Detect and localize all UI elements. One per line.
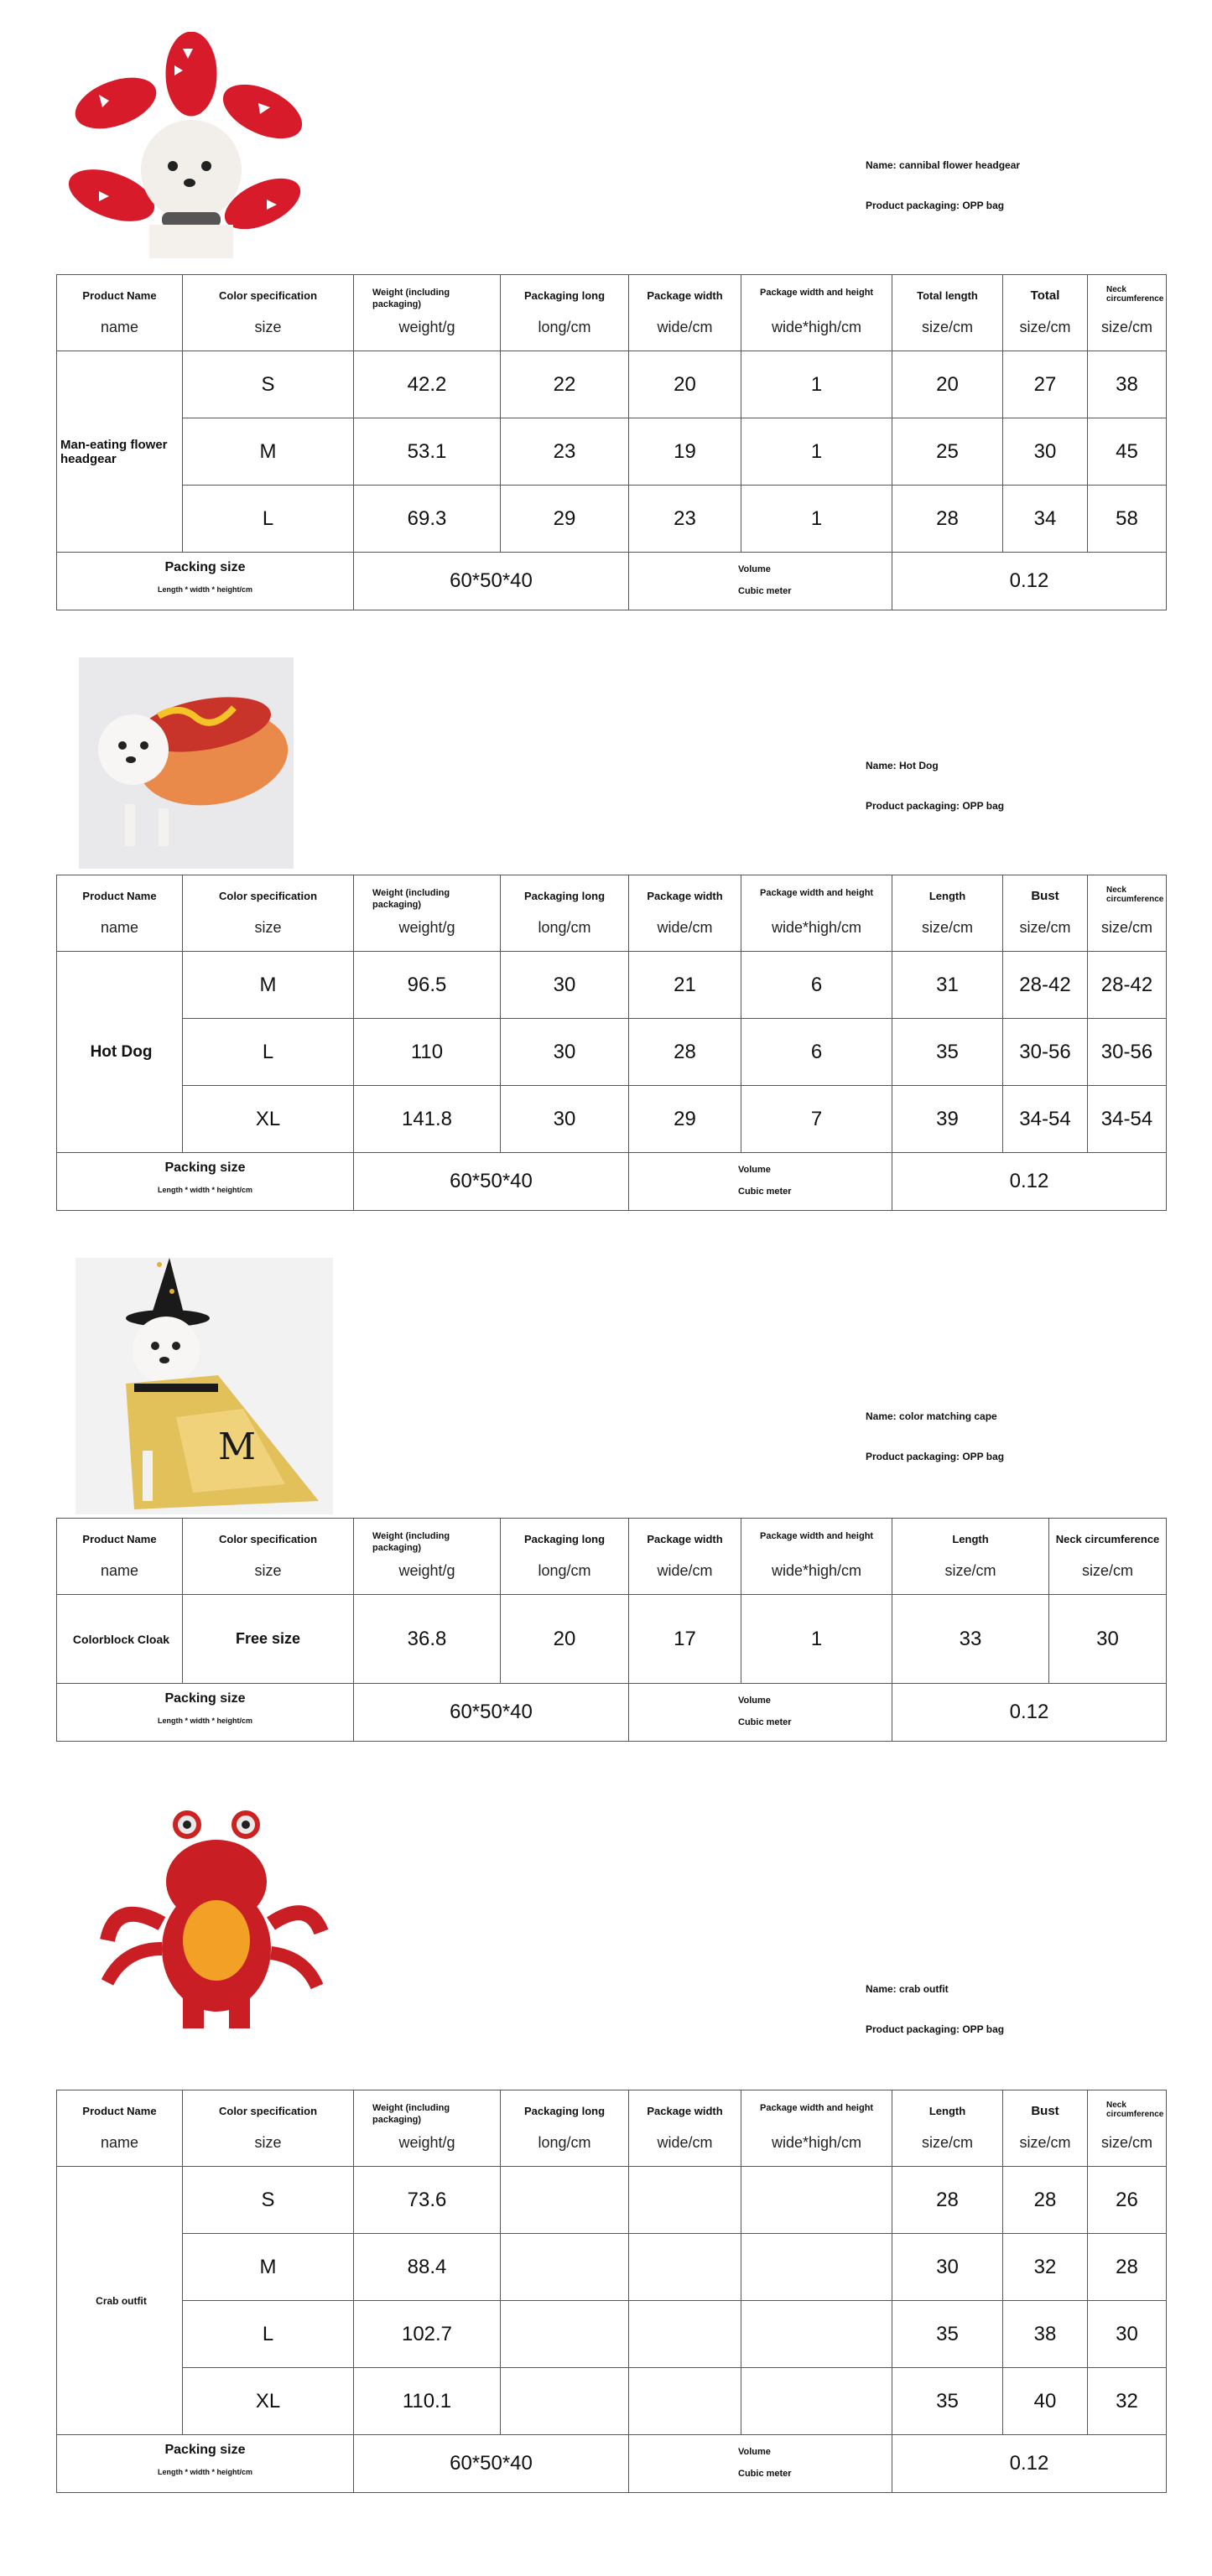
header-cell: Neck circumference size/cm <box>1088 875 1167 952</box>
value-cell: 23 <box>501 418 629 486</box>
header-cell: Packaging long long/cm <box>501 1519 629 1595</box>
product-name-line: Name: Hot Dog <box>866 760 939 771</box>
table-header-row <box>57 275 1167 351</box>
value-cell: 6 <box>741 952 892 1019</box>
value-cell <box>629 2368 741 2435</box>
value-cell <box>501 2234 629 2301</box>
packing-size-cell: Packing size Length * width * height/cm <box>57 553 354 610</box>
value-cell: 32 <box>1003 2234 1088 2301</box>
value-cell <box>629 2167 741 2234</box>
value-cell: 33 <box>892 1595 1049 1684</box>
value-cell: 30 <box>1088 2301 1167 2368</box>
value-cell: 34-54 <box>1088 1086 1167 1153</box>
size-cell: M <box>183 952 354 1019</box>
value-cell: 1 <box>741 486 892 553</box>
packing-row <box>57 2435 1167 2493</box>
value-cell: 21 <box>629 952 741 1019</box>
value-cell: 1 <box>741 1595 892 1684</box>
header-cell: Total size/cm <box>1003 275 1088 351</box>
header-cell: Neck circumference size/cm <box>1049 1519 1167 1595</box>
size-cell: L <box>183 1019 354 1086</box>
packing-row <box>57 553 1167 610</box>
size-cell: M <box>183 418 354 486</box>
header-cell: Length size/cm <box>892 2090 1003 2167</box>
value-cell: 6 <box>741 1019 892 1086</box>
header-cell: Packaging long long/cm <box>501 875 629 952</box>
value-cell: 102.7 <box>354 2301 501 2368</box>
product-meta <box>866 1983 1004 2035</box>
value-cell: 96.5 <box>354 952 501 1019</box>
value-cell: 22 <box>501 351 629 418</box>
size-cell: L <box>183 2301 354 2368</box>
size-cell: XL <box>183 1086 354 1153</box>
value-cell: 35 <box>892 2301 1003 2368</box>
product-packaging-line: Product packaging: OPP bag <box>866 2023 1005 2035</box>
header-cell: Neck circumference size/cm <box>1088 2090 1167 2167</box>
volume-value: 0.12 <box>892 1684 1167 1742</box>
header-cell: Total length size/cm <box>892 275 1003 351</box>
volume-cell: Volume Cubic meter <box>629 553 892 610</box>
header-cell: Color specification size <box>183 2090 354 2167</box>
svg-text:M: M <box>218 1426 257 1468</box>
value-cell: 34-54 <box>1003 1086 1088 1153</box>
packing-size-cell: Packing size Length * width * height/cm <box>57 1684 354 1742</box>
size-cell: S <box>183 351 354 418</box>
value-cell: 45 <box>1088 418 1167 486</box>
value-cell: 1 <box>741 351 892 418</box>
header-cell: Length size/cm <box>892 1519 1049 1595</box>
value-cell: 19 <box>629 418 741 486</box>
product-section-flower <box>0 0 1212 621</box>
value-cell: 53.1 <box>354 418 501 486</box>
header-cell: Package width and height wide*high/cm <box>741 2090 892 2167</box>
header-cell: Product Name name <box>57 275 183 351</box>
size-cell: Free size <box>183 1595 354 1684</box>
packing-size-cell: Packing size Length * width * height/cm <box>57 2435 354 2493</box>
value-cell: 23 <box>629 486 741 553</box>
header-cell: Weight (including packaging) weight/g <box>354 2090 501 2167</box>
header-cell: Product Name name <box>57 1519 183 1595</box>
header-cell: Color specification size <box>183 1519 354 1595</box>
header-cell: Product Name name <box>57 875 183 952</box>
value-cell: 28 <box>892 486 1003 553</box>
table-row <box>57 2301 1167 2368</box>
value-cell: 32 <box>1088 2368 1167 2435</box>
volume-cell: Volume Cubic meter <box>629 1153 892 1211</box>
header-cell: Package width and height wide*high/cm <box>741 875 892 952</box>
product-packaging-line: Product packaging: OPP bag <box>866 1451 1005 1462</box>
value-cell: 36.8 <box>354 1595 501 1684</box>
value-cell <box>741 2368 892 2435</box>
product-name-line: Name: cannibal flower headgear <box>866 159 1021 171</box>
table-header-row <box>57 2090 1167 2167</box>
value-cell: 31 <box>892 952 1003 1019</box>
size-cell: XL <box>183 2368 354 2435</box>
table-row <box>57 952 1167 1019</box>
value-cell: 1 <box>741 418 892 486</box>
value-cell: 88.4 <box>354 2234 501 2301</box>
packing-size-value: 60*50*40 <box>354 1153 629 1211</box>
header-cell: Product Name name <box>57 2090 183 2167</box>
value-cell <box>629 2301 741 2368</box>
spec-table-crab <box>56 2090 1167 2493</box>
value-cell: 17 <box>629 1595 741 1684</box>
packing-row <box>57 1153 1167 1211</box>
spec-table-cape <box>56 1518 1167 1742</box>
volume-value: 0.12 <box>892 2435 1167 2493</box>
value-cell <box>501 2167 629 2234</box>
value-cell: 30-56 <box>1003 1019 1088 1086</box>
value-cell: 42.2 <box>354 351 501 418</box>
header-cell: Packaging long long/cm <box>501 2090 629 2167</box>
value-cell: 27 <box>1003 351 1088 418</box>
value-cell: 28 <box>1088 2234 1167 2301</box>
table-header-row <box>57 1519 1167 1595</box>
product-meta <box>866 760 1004 812</box>
value-cell: 30-56 <box>1088 1019 1167 1086</box>
packing-row <box>57 1684 1167 1742</box>
spec-table-flower <box>56 274 1167 610</box>
product-name-cell: Colorblock Cloak <box>57 1595 183 1684</box>
table-row <box>57 486 1167 553</box>
value-cell: 25 <box>892 418 1003 486</box>
table-row <box>57 2234 1167 2301</box>
value-cell: 30 <box>892 2234 1003 2301</box>
value-cell: 34 <box>1003 486 1088 553</box>
product-name-cell: Hot Dog <box>57 952 183 1153</box>
product-meta <box>866 159 1020 211</box>
table-row <box>57 1595 1167 1684</box>
volume-value: 0.12 <box>892 553 1167 610</box>
product-name-line: Name: color matching cape <box>866 1410 997 1422</box>
product-section-hotdog <box>0 621 1212 1224</box>
value-cell: 30 <box>1049 1595 1167 1684</box>
header-cell: Package width wide/cm <box>629 275 741 351</box>
packing-size-cell: Packing size Length * width * height/cm <box>57 1153 354 1211</box>
value-cell: 20 <box>629 351 741 418</box>
packing-size-value: 60*50*40 <box>354 553 629 610</box>
header-cell: Length size/cm <box>892 875 1003 952</box>
value-cell <box>629 2234 741 2301</box>
value-cell: 30 <box>501 1019 629 1086</box>
header-cell: Weight (including packaging) weight/g <box>354 875 501 952</box>
product-section-crab <box>0 1761 1212 2576</box>
crab-outfit-photo <box>91 1806 334 2033</box>
header-cell: Package width and height wide*high/cm <box>741 1519 892 1595</box>
packing-size-value: 60*50*40 <box>354 2435 629 2493</box>
value-cell <box>501 2301 629 2368</box>
value-cell: 58 <box>1088 486 1167 553</box>
header-cell: Package width and height wide*high/cm <box>741 275 892 351</box>
packing-size-value: 60*50*40 <box>354 1684 629 1742</box>
value-cell: 110 <box>354 1019 501 1086</box>
value-cell <box>741 2167 892 2234</box>
value-cell: 28-42 <box>1003 952 1088 1019</box>
value-cell: 30 <box>1003 418 1088 486</box>
value-cell: 20 <box>892 351 1003 418</box>
product-meta <box>866 1410 1004 1462</box>
value-cell: 26 <box>1088 2167 1167 2234</box>
size-cell: S <box>183 2167 354 2234</box>
value-cell: 28 <box>892 2167 1003 2234</box>
value-cell: 40 <box>1003 2368 1088 2435</box>
header-cell: Weight (including packaging) weight/g <box>354 275 501 351</box>
header-cell: Package width wide/cm <box>629 875 741 952</box>
product-packaging-line: Product packaging: OPP bag <box>866 200 1005 211</box>
volume-cell: Volume Cubic meter <box>629 2435 892 2493</box>
product-name-cell: Crab outfit <box>57 2167 183 2435</box>
header-cell: Color specification size <box>183 875 354 952</box>
value-cell: 35 <box>892 2368 1003 2435</box>
header-cell: Color specification size <box>183 275 354 351</box>
value-cell: 20 <box>501 1595 629 1684</box>
header-cell: Weight (including packaging) weight/g <box>354 1519 501 1595</box>
volume-value: 0.12 <box>892 1153 1167 1211</box>
volume-cell: Volume Cubic meter <box>629 1684 892 1742</box>
product-packaging-line: Product packaging: OPP bag <box>866 800 1005 812</box>
value-cell <box>501 2368 629 2435</box>
value-cell: 30 <box>501 952 629 1019</box>
header-cell: Bust size/cm <box>1003 2090 1088 2167</box>
value-cell: 28-42 <box>1088 952 1167 1019</box>
value-cell: 30 <box>501 1086 629 1153</box>
table-header-row <box>57 875 1167 952</box>
header-cell: Package width wide/cm <box>629 2090 741 2167</box>
header-cell: Packaging long long/cm <box>501 275 629 351</box>
value-cell: 35 <box>892 1019 1003 1086</box>
value-cell: 39 <box>892 1086 1003 1153</box>
value-cell: 141.8 <box>354 1086 501 1153</box>
product-section-cape <box>0 1224 1212 1761</box>
value-cell: 69.3 <box>354 486 501 553</box>
table-row <box>57 418 1167 486</box>
product-name-line: Name: crab outfit <box>866 1983 949 1995</box>
value-cell: 7 <box>741 1086 892 1153</box>
size-cell: M <box>183 2234 354 2301</box>
product-name-cell: Man-eating flower headgear <box>57 351 183 553</box>
header-cell: Neck circumference size/cm <box>1088 275 1167 351</box>
header-cell: Bust size/cm <box>1003 875 1088 952</box>
value-cell: 110.1 <box>354 2368 501 2435</box>
value-cell: 38 <box>1003 2301 1088 2368</box>
cape-photo <box>75 1258 333 1514</box>
value-cell: 28 <box>629 1019 741 1086</box>
value-cell: 38 <box>1088 351 1167 418</box>
value-cell: 28 <box>1003 2167 1088 2234</box>
value-cell <box>741 2234 892 2301</box>
table-row <box>57 351 1167 418</box>
value-cell: 73.6 <box>354 2167 501 2234</box>
value-cell: 29 <box>501 486 629 553</box>
value-cell: 29 <box>629 1086 741 1153</box>
table-row <box>57 1019 1167 1086</box>
spec-table-hotdog <box>56 875 1167 1211</box>
table-row <box>57 2368 1167 2435</box>
flower-headgear-photo <box>65 32 304 267</box>
table-row <box>57 2167 1167 2234</box>
size-cell: L <box>183 486 354 553</box>
value-cell <box>741 2301 892 2368</box>
header-cell: Package width wide/cm <box>629 1519 741 1595</box>
table-row <box>57 1086 1167 1153</box>
hot-dog-photo <box>79 657 294 869</box>
